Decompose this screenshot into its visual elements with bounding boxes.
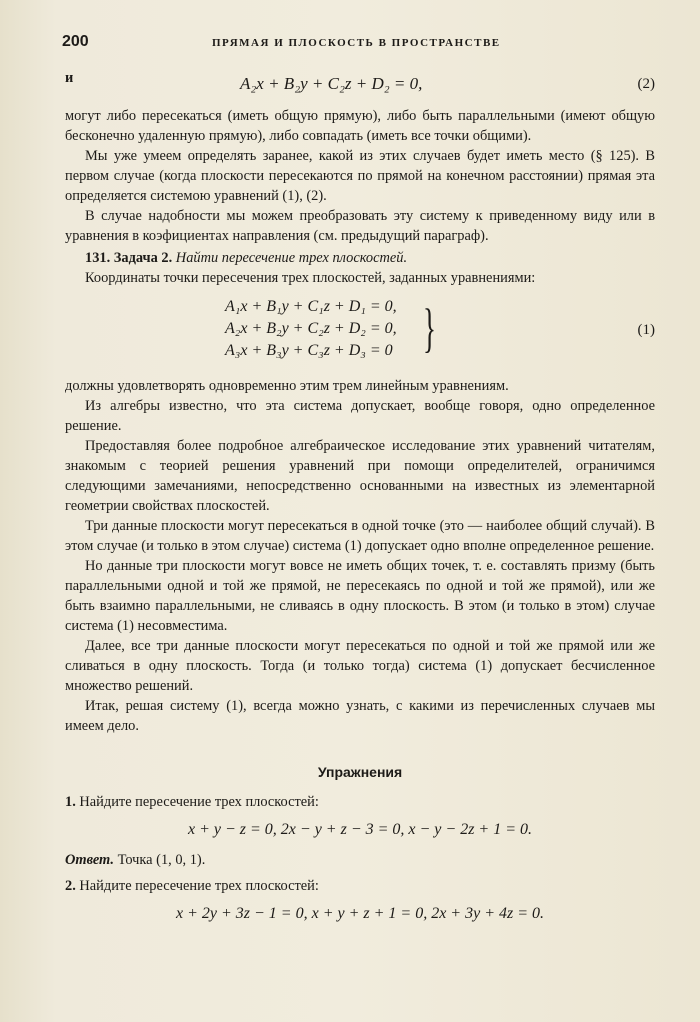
answer-text: Точка (1, 0, 1). bbox=[117, 852, 206, 868]
page-body bbox=[65, 68, 655, 934]
system-equation-3: A₃x + B₃y + C₃z + D₃ = 0 bbox=[225, 342, 393, 359]
paragraph: могут либо пересекаться (иметь общую прямую), либо быть параллельными (имеют общую бесконечно удаленную прямую), либо совпадать (иметь все точки общими). bbox=[65, 108, 655, 144]
paragraph: должны удовлетворять одновременно этим трем линейным уравнениям. bbox=[65, 378, 509, 394]
paragraph: Но данные три плоскости могут вовсе не иметь общих точек, т. е. составлять призму (быть параллельными одной и той же прямой, не пересекаясь по одной и той же прямой), или же быть взаимно параллельными, не сливаясь в одну плоскость. В этом (и только в этом) случае система (1) несовместима. bbox=[65, 558, 655, 634]
paragraph: В случае надобности мы можем преобразовать эту систему к приведенному виду или в уравнения в коэфициентах направления (см. предыдущий параграф). bbox=[65, 208, 655, 244]
paragraph: Мы уже умеем определять заранее, какой из этих случаев будет иметь место (§ 125). В первом случае (когда плоскости пересекаются по прямой на конечном расстоянии) прямая эта определяется системою уравнений (1), (2). bbox=[65, 148, 655, 204]
system-equation-number: (1) bbox=[637, 322, 655, 338]
plane-equation-2: A₂x + B₂y + C₂z + D₂ = 0, bbox=[240, 74, 423, 93]
exercise-text: Найдите пересечение трех плоскостей: bbox=[79, 794, 319, 810]
equation-number: (2) bbox=[637, 76, 655, 92]
paragraph: Итак, решая систему (1), всегда можно узнать, с какими из перечисленных случаев мы имеем дело. bbox=[65, 698, 655, 734]
exercise-item bbox=[65, 876, 655, 896]
exercise-equation: x + 2y + 3z − 1 = 0, x + y + z + 1 = 0, 2x + 3y + 4z = 0. bbox=[175, 905, 545, 922]
exercise-text: Найдите пересечение трех плоскостей: bbox=[79, 878, 319, 894]
paragraph: Три данные плоскости могут пересекаться в одной точке (это — наиболее общий случай). В этом случае (и только в этом случае) система (1) допускает одно вполне определенное решение. bbox=[65, 518, 655, 554]
page-header bbox=[62, 33, 638, 55]
answer-label: Ответ. bbox=[65, 852, 115, 868]
paragraph: Из алгебры известно, что эта система допускает, вообще говоря, одно определенное решение. bbox=[65, 398, 655, 434]
exercises-heading: Упражнения bbox=[317, 764, 403, 780]
exercise-number: 1. bbox=[65, 794, 76, 810]
task-heading bbox=[65, 248, 655, 268]
paragraph: Предоставляя более подробное алгебраическое исследование этих уравнений читателям, знакомым с теорией решения уравнений при помощи определителей, ограничимся следующими замечаниями, непосредственно основанными на известных из элементарной геометрии свойствах плоскостей. bbox=[65, 438, 655, 514]
exercise-answer bbox=[65, 850, 655, 870]
task-number: 131. Задача 2. bbox=[85, 250, 173, 266]
intro-equation-line bbox=[65, 68, 655, 98]
exercise-equation: x + y − z = 0, 2x − y + z − 3 = 0, x − y − 2z + 1 = 0. bbox=[187, 821, 533, 838]
equation-system bbox=[65, 296, 655, 366]
system-equations bbox=[225, 296, 397, 362]
exercise-number: 2. bbox=[65, 878, 76, 894]
task-title: Найти пересечение трех плоскостей. bbox=[175, 250, 408, 266]
paragraph: Далее, все три данные плоскости могут пересекаться по одной и той же прямой или же сливаться в одну плоскость. Тогда (и только тогда) система (1) допускает бесчисленное множество решений. bbox=[65, 638, 655, 694]
task-intro: Координаты точки пересечения трех плоскостей, заданных уравнениями: bbox=[85, 270, 536, 286]
system-equation-1: A₁x + B₁y + C₁z + D₁ = 0, bbox=[225, 298, 397, 315]
running-head: ПРЯМАЯ И ПЛОСКОСТЬ В ПРОСТРАНСТВЕ bbox=[212, 37, 501, 49]
page-number: 200 bbox=[62, 33, 89, 50]
intro-lead-word: и bbox=[65, 70, 74, 86]
exercise-item bbox=[65, 792, 655, 812]
system-brace: } bbox=[423, 298, 436, 358]
system-equation-2: A₂x + B₂y + C₂z + D₂ = 0, bbox=[225, 320, 397, 337]
